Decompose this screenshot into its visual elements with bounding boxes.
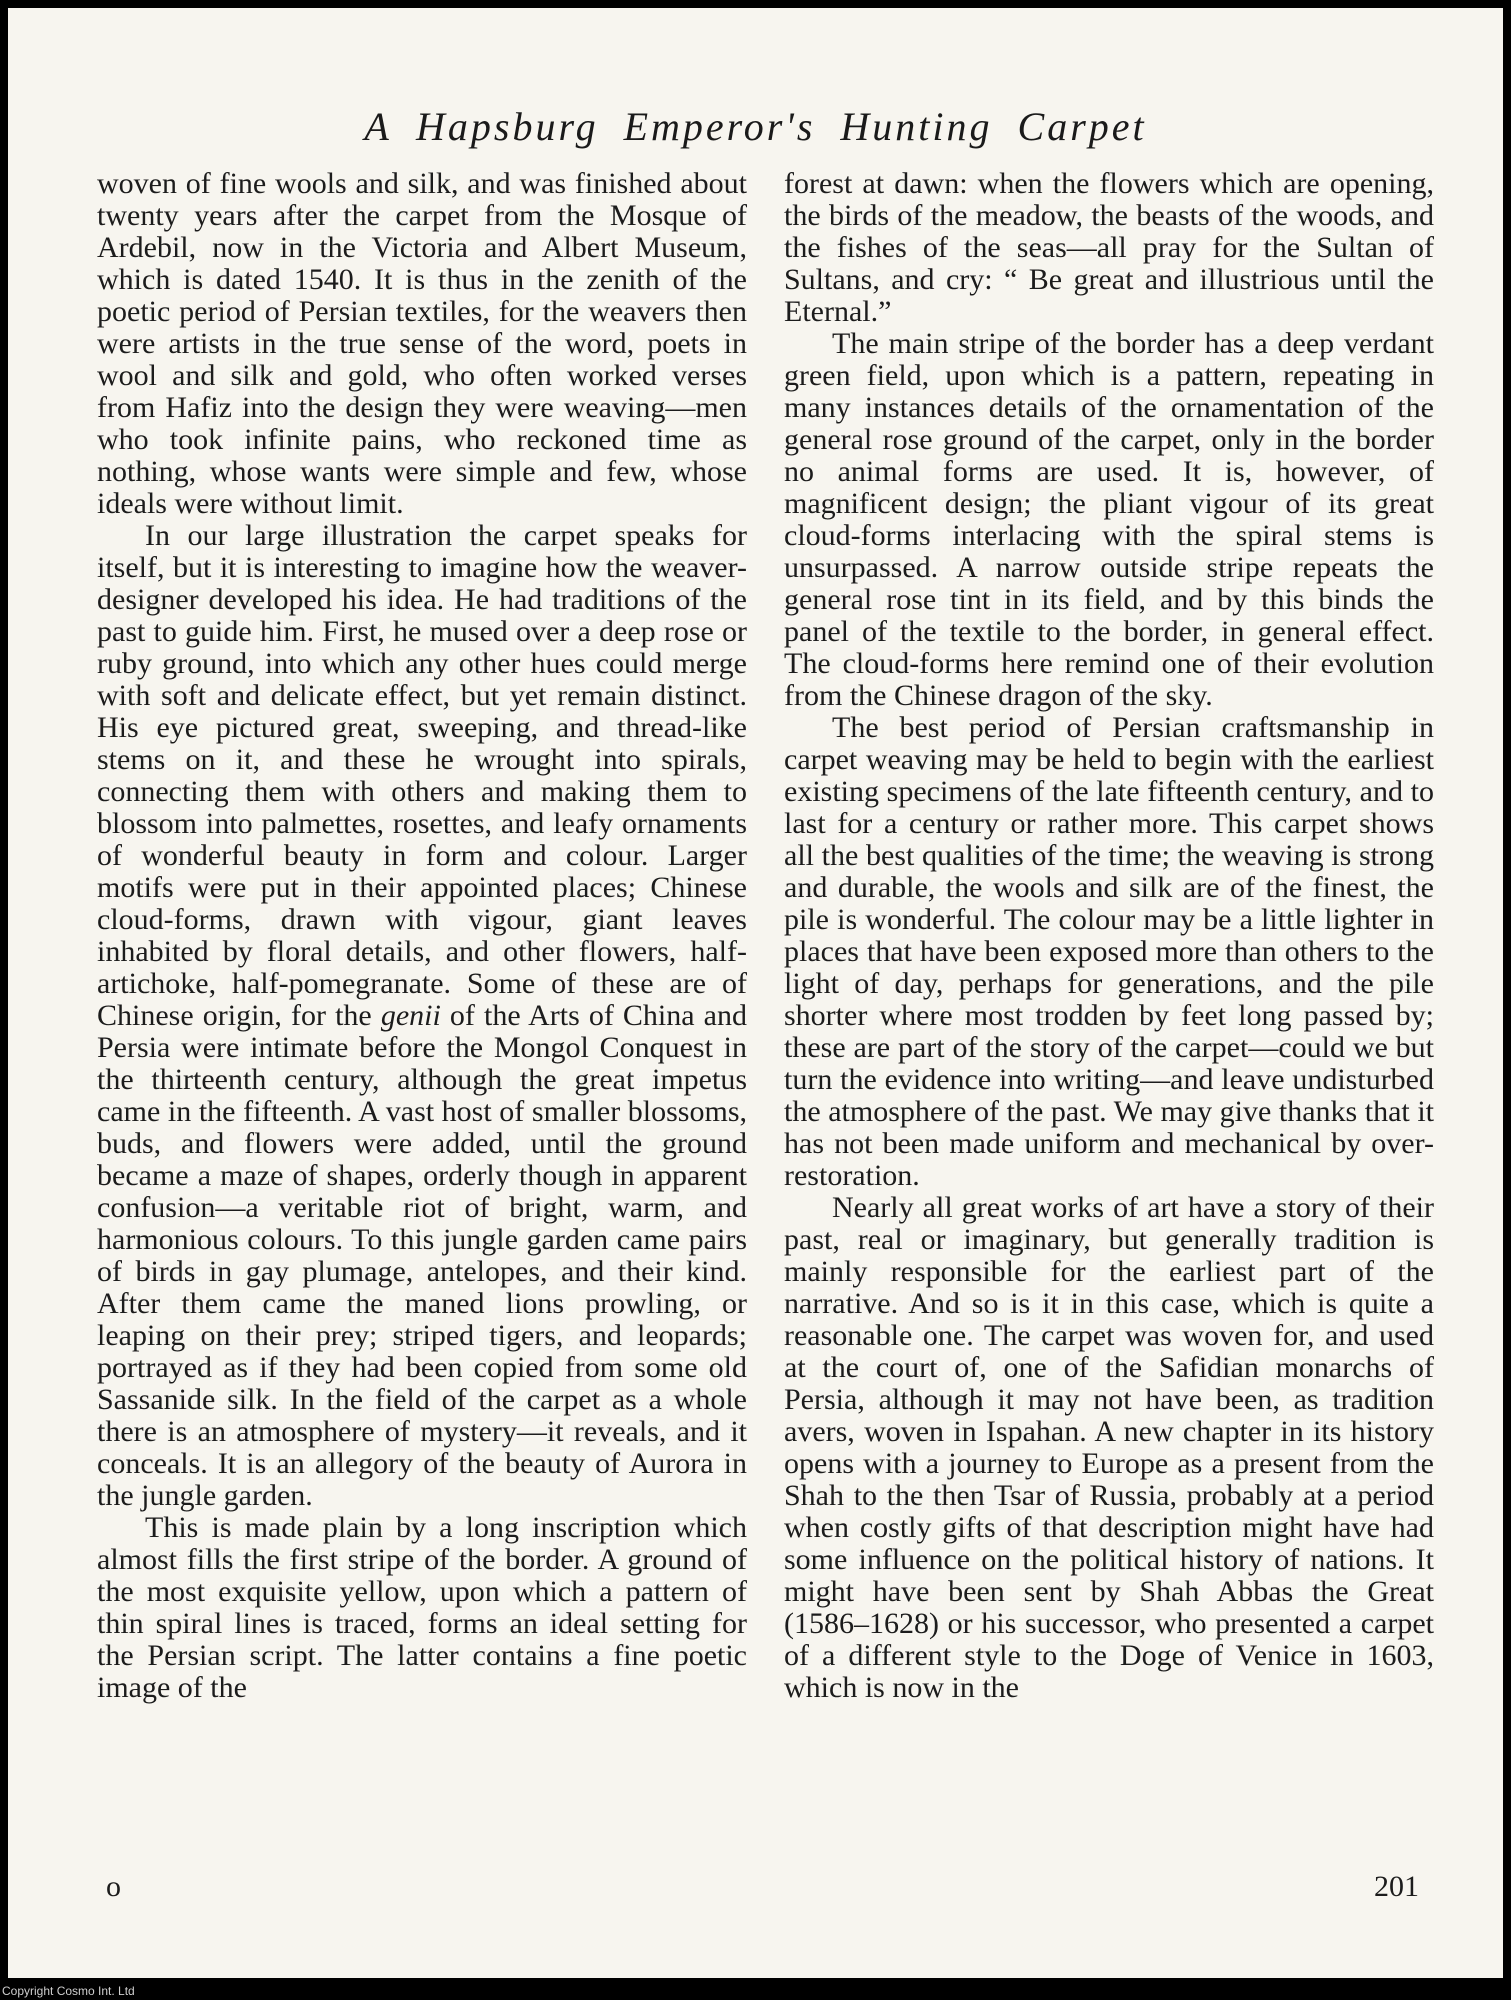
right-column: [784, 168, 1434, 1704]
running-head-title: A Hapsburg Emperor's Hunting Carpet: [364, 104, 1147, 149]
copyright-notice: Copyright Cosmo Int. Ltd: [2, 1984, 135, 1998]
right-paragraph-1: forest at dawn: when the flowers which are opening, the birds of the meadow, the beasts of the woods, and the fishes of the seas—all pray for the Sultan of Sultans, and cry: “ Be great and illustrious until the Eternal.”: [784, 167, 1434, 328]
left-paragraph-2-part-b: of the Arts of China and Persia were intimate before the Mongol Conquest in the thirteenth century, although the great impetus came in the fifteenth. A vast host of smaller blossoms, buds, and flowers were added, until the ground became a maze of shapes, orderly though in apparent confusion—a veritable riot of bright, warm, and harmonious colours. To this jungle garden came pairs of birds in gay plumage, antelopes, and their kind. After them came the maned lions prowling, or leaping on their prey; striped tigers, and leopards; portrayed as if they had been copied from some old Sassanide silk. In the field of the carpet as a whole there is an atmosphere of mystery—it reveals, and it conceals. It is an allegory of the beauty of Aurora in the jungle garden.: [97, 999, 747, 1512]
left-paragraph-3: This is made plain by a long inscription which almost fills the first stripe of the border. A ground of the most exquisite yellow, upon which a pattern of thin spiral lines is traced, forms an ideal setting for the Persian script. The latter contains a fine poetic image of the: [97, 1511, 747, 1704]
book-page: [8, 8, 1503, 1978]
right-paragraph-2: The main stripe of the border has a deep verdant green field, upon which is a pattern, repeating in many instances details of the ornamentation of the general rose ground of the carpet, only in the border no animal forms are used. It is, however, of magnificent design; the pliant vigour of its great cloud-forms interlacing with the spiral stems is unsurpassed. A narrow outside stripe repeats the general rose tint in its field, and by this binds the panel of the textile to the border, in general effect. The cloud-forms here remind one of their evolution from the Chinese dragon of the sky.: [784, 327, 1434, 712]
right-paragraph-4: Nearly all great works of art have a story of their past, real or imaginary, but generally tradition is mainly responsible for the earliest part of the narrative. And so is it in this case, which is quite a reasonable one. The carpet was woven for, and used at the court of, one of the Safidian monarchs of Persia, although it may not have been, as tradition avers, woven in Ispahan. A new chapter in its history opens with a journey to Europe as a present from the Shah to the then Tsar of Russia, probably at a period when costly gifts of that description might have had some influence on the political history of nations. It might have been sent by Shah Abbas the Great (1586–1628) or his successor, who presented a carpet of a different style to the Doge of Venice in 1603, which is now in the: [784, 1191, 1434, 1704]
left-folio-mark: o: [106, 1870, 121, 1903]
italic-genii: genii: [380, 999, 441, 1032]
left-paragraph-1: woven of fine wools and silk, and was finished about twenty years after the carpet from the Mosque of Ardebil, now in the Victoria and Albert Museum, which is dated 1540. It is thus in the zenith of the poetic period of Persian textiles, for the weavers then were artists in the true sense of the word, poets in wool and silk and gold, who often worked verses from Hafiz into the design they were weaving—men who took infinite pains, who reckoned time as nothing, whose wants were simple and few, whose ideals were without limit.: [97, 167, 747, 520]
page-number: 201: [1374, 1870, 1419, 1903]
left-column: [97, 168, 747, 1704]
left-paragraph-2-part-a: In our large illustration the carpet speaks for itself, but it is interesting to imagine how the weaver-designer developed his idea. He had traditions of the past to guide him. First, he mused over a deep rose or ruby ground, into which any other hues could merge with soft and delicate effect, but yet remain distinct. His eye pictured great, sweeping, and thread-like stems on it, and these he wrought into spirals, connecting them with others and making them to blossom into palmettes, rosettes, and leafy ornaments of wonderful beauty in form and colour. Larger motifs were put in their appointed places; Chinese cloud-forms, drawn with vigour, giant leaves inhabited by floral details, and other flowers, half-artichoke, half-pomegranate. Some of these are of Chinese origin, for the: [97, 519, 747, 1032]
left-paragraph-2: [97, 520, 747, 1512]
right-paragraph-3: The best period of Persian craftsmanship in carpet weaving may be held to begin with the earliest existing specimens of the late fifteenth century, and to last for a century or rather more. This carpet shows all the best qualities of the time; the weaving is strong and durable, the wools and silk are of the finest, the pile is wonderful. The colour may be a little lighter in places that have been exposed more than others to the light of day, perhaps for generations, and the pile shorter where most trodden by feet long passed by; these are part of the story of the carpet—could we but turn the evidence into writing—and leave undisturbed the atmosphere of the past. We may give thanks that it has not been made uniform and mechanical by over-restoration.: [784, 711, 1434, 1192]
